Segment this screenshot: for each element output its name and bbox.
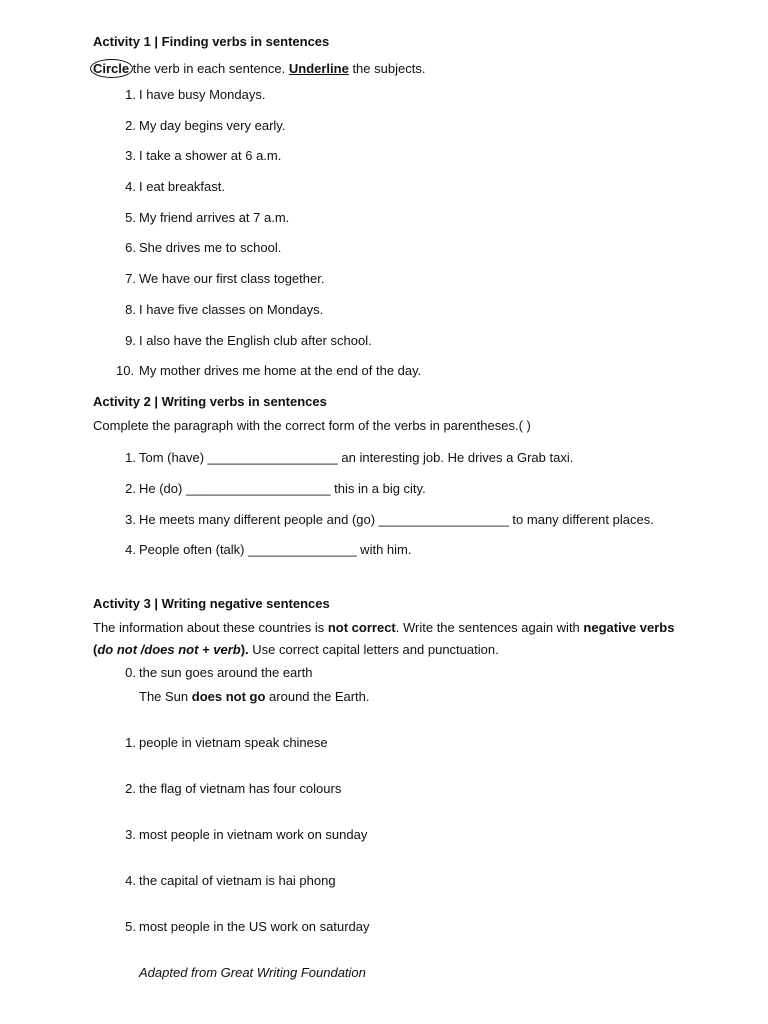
list-item-number: 9. (125, 333, 136, 348)
list-item-number: 3. (125, 148, 136, 163)
list-item: My mother drives me home at the end of the day. (139, 363, 422, 378)
list-item: the flag of vietnam has four colours (139, 781, 342, 796)
source-credit: Adapted from Great Writing Foundation (139, 965, 366, 980)
activity-1-instruction: Circle the verb in each sentence. Underline the subjects. (93, 61, 425, 77)
list-item-number: 2. (125, 118, 136, 133)
list-item-number: 10. (116, 363, 135, 378)
list-item: My friend arrives at 7 a.m. (139, 210, 290, 225)
activity-1-title: Activity 1 | Finding verbs in sentences (93, 34, 330, 49)
list-item: We have our first class together. (139, 271, 325, 286)
list-item-number: 5. (125, 210, 136, 225)
list-item-number: 5. (125, 919, 136, 934)
activity-2-instruction: Complete the paragraph with the correct form of the verbs in parentheses.( ) (93, 418, 531, 433)
list-item-number: 3. (125, 827, 136, 842)
activity-3-instruction-line-1: The information about these countries is not correct. Write the sentences again with negative verbs (93, 620, 675, 635)
list-item-number: 4. (125, 542, 136, 557)
example-number: 0. (125, 665, 136, 680)
list-item-number: 4. (125, 873, 136, 888)
list-item-number: 4. (125, 179, 136, 194)
list-item: the capital of vietnam is hai phong (139, 873, 336, 888)
list-item: He (do) ____________________ this in a big city. (139, 481, 426, 496)
list-item-number: 6. (125, 240, 136, 255)
circle-mark-icon (90, 59, 133, 78)
list-item: My day begins very early. (139, 118, 286, 133)
activity-3-instruction-line-2: (do not /does not + verb). Use correct capital letters and punctuation. (93, 642, 499, 657)
list-item: I have busy Mondays. (139, 87, 266, 102)
activity-2-title: Activity 2 | Writing verbs in sentences (93, 394, 327, 409)
list-item-number: 1. (125, 450, 136, 465)
example-answer: The Sun does not go around the Earth. (139, 689, 370, 704)
list-item: People often (talk) _______________ with him. (139, 542, 412, 557)
list-item: I eat breakfast. (139, 179, 225, 194)
activity-3-title: Activity 3 | Writing negative sentences (93, 596, 330, 611)
list-item-number: 1. (125, 735, 136, 750)
example-prompt: the sun goes around the earth (139, 665, 313, 680)
list-item: She drives me to school. (139, 240, 282, 255)
list-item-number: 2. (125, 781, 136, 796)
list-item: most people in vietnam work on sunday (139, 827, 368, 842)
list-item-number: 8. (125, 302, 136, 317)
list-item: Tom (have) __________________ an interesting job. He drives a Grab taxi. (139, 450, 574, 465)
list-item: He meets many different people and (go) __________________ to many different places. (139, 512, 654, 527)
list-item: I have five classes on Mondays. (139, 302, 324, 317)
list-item: people in vietnam speak chinese (139, 735, 328, 750)
list-item: I take a shower at 6 a.m. (139, 148, 282, 163)
list-item: I also have the English club after school. (139, 333, 372, 348)
list-item: most people in the US work on saturday (139, 919, 370, 934)
list-item-number: 3. (125, 512, 136, 527)
list-item-number: 2. (125, 481, 136, 496)
underline-instruction-word: Underline (288, 61, 349, 76)
list-item-number: 7. (125, 271, 136, 286)
list-item-number: 1. (125, 87, 136, 102)
circle-instruction-word: Circle (93, 61, 129, 77)
